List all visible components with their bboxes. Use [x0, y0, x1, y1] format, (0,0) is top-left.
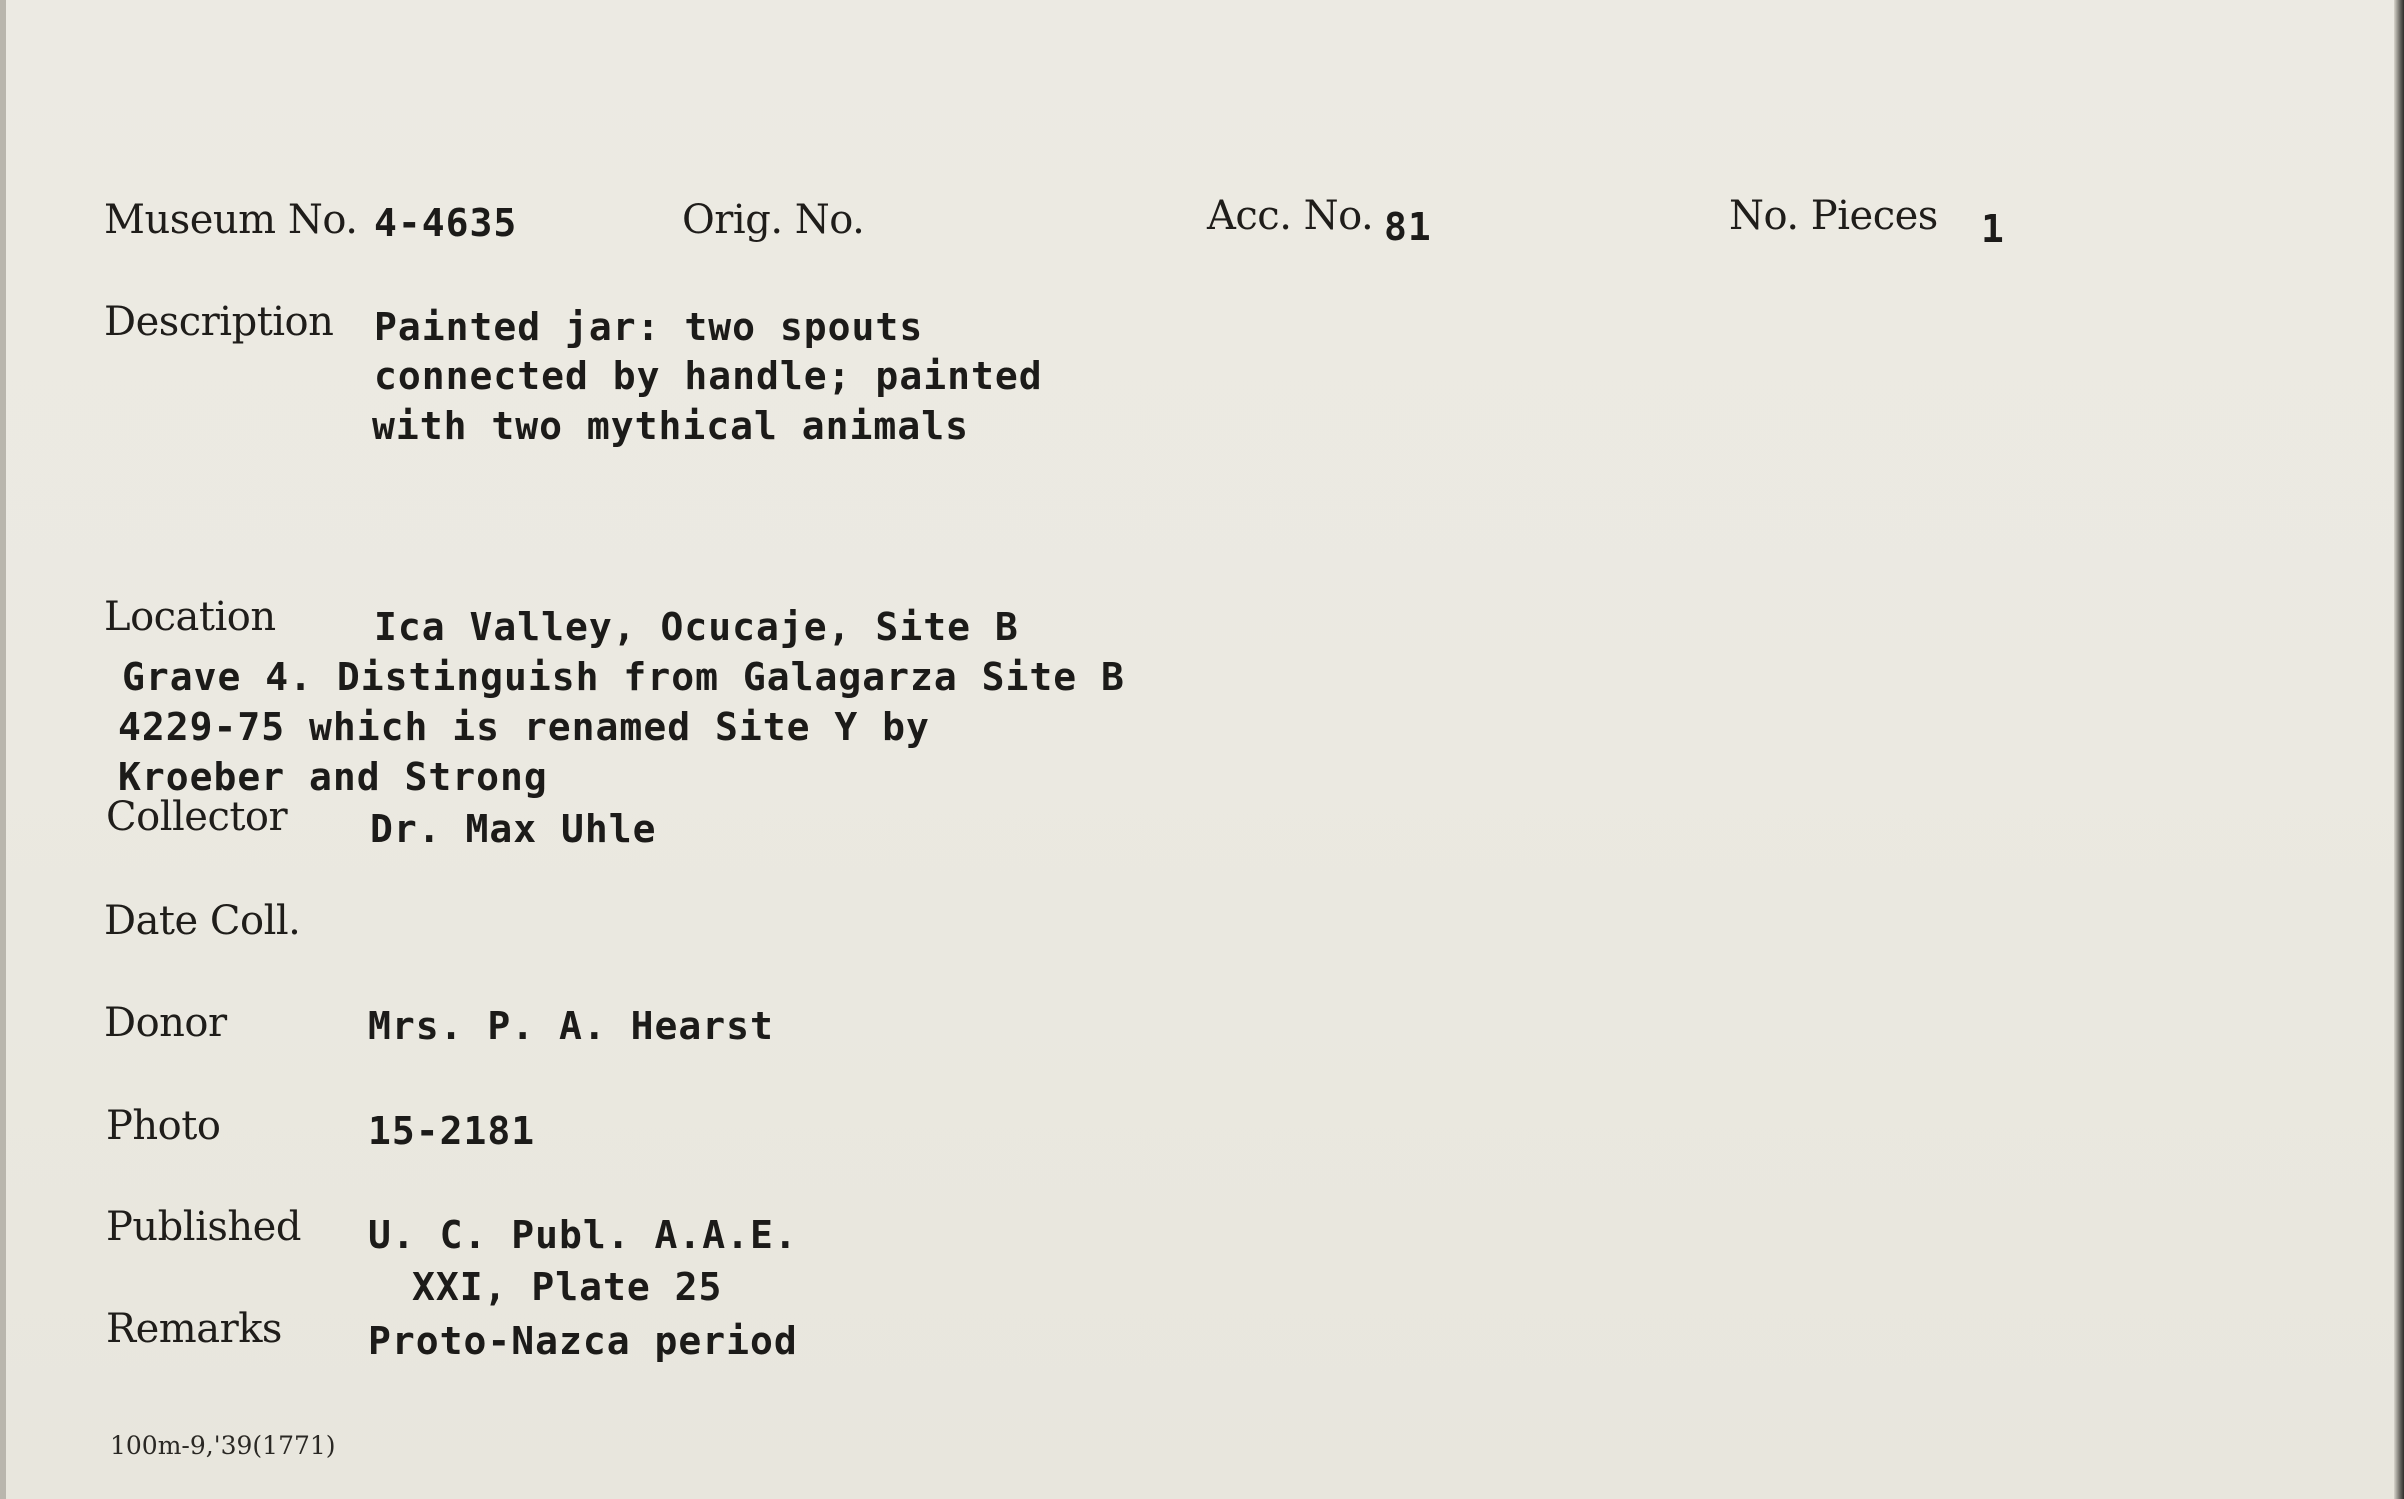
photo-label: Photo [106, 1103, 221, 1149]
location-line-1: Ica Valley, Ocucaje, Site B [374, 605, 1019, 649]
photo-value: 15-2181 [368, 1109, 536, 1153]
card-left-edge [0, 0, 6, 1499]
collector-value: Dr. Max Uhle [370, 807, 657, 851]
description-label: Description [104, 299, 334, 345]
published-line-2: XXI, Plate 25 [412, 1265, 723, 1309]
museum-no-label: Museum No. [104, 197, 358, 243]
card-right-edge [2394, 0, 2404, 1499]
location-line-4: Kroeber and Strong [118, 755, 548, 799]
donor-label: Donor [104, 1000, 227, 1046]
description-line-1: Painted jar: two spouts [374, 305, 924, 349]
orig-no-label: Orig. No. [682, 197, 865, 243]
published-line-1: U. C. Publ. A.A.E. [368, 1213, 798, 1257]
acc-no-value: 81 [1384, 205, 1432, 249]
footer-print-code: 100m-9,'39(1771) [110, 1431, 336, 1460]
donor-value: Mrs. P. A. Hearst [368, 1004, 774, 1048]
description-line-3: with two mythical animals [372, 404, 969, 448]
location-line-2: Grave 4. Distinguish from Galagarza Site B [122, 655, 1125, 699]
description-line-2: connected by handle; painted [374, 354, 1043, 398]
collector-label: Collector [106, 794, 288, 840]
museum-no-value: 4-4635 [374, 201, 518, 245]
no-pieces-label: No. Pieces [1729, 193, 1938, 239]
location-label: Location [104, 594, 276, 640]
remarks-label: Remarks [106, 1306, 282, 1352]
acc-no-label: Acc. No. [1207, 193, 1374, 239]
location-line-3: 4229-75 which is renamed Site Y by [118, 705, 930, 749]
date-coll-label: Date Coll. [104, 898, 301, 944]
published-label: Published [106, 1204, 301, 1250]
no-pieces-value: 1 [1981, 207, 2005, 251]
remarks-value: Proto-Nazca period [368, 1319, 798, 1363]
